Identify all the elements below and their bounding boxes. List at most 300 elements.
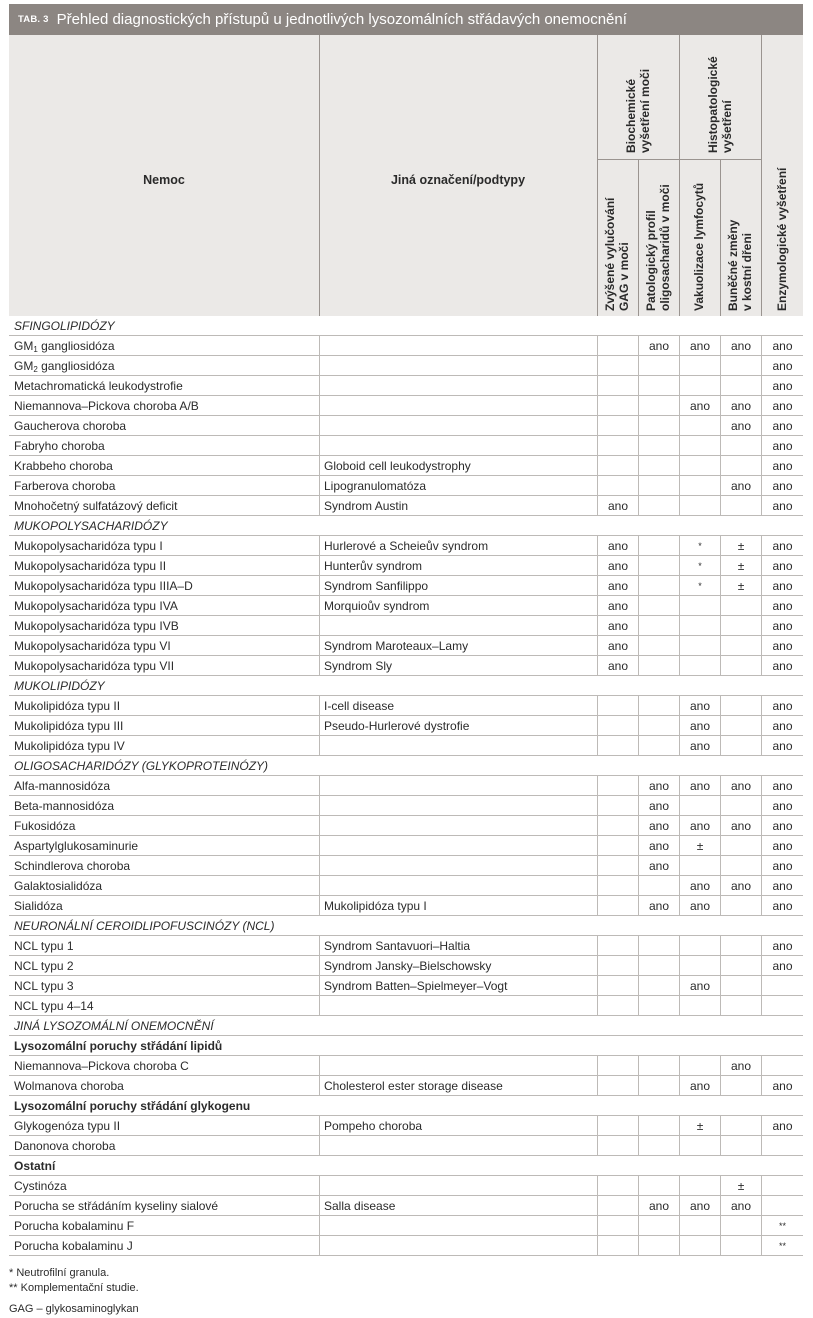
bunecne-cell: ±: [720, 536, 761, 556]
gag-cell: [597, 956, 638, 976]
enzym-cell: ano: [761, 796, 803, 816]
oligo-cell: [638, 496, 679, 516]
gag-cell: [597, 856, 638, 876]
category-row: [9, 756, 803, 776]
header-divider: [679, 35, 680, 316]
vakuolizace-cell: ano: [679, 396, 720, 416]
table-row: [9, 696, 803, 716]
vakuolizace-cell: [679, 356, 720, 376]
gag-cell: [597, 776, 638, 796]
bunecne-cell: [720, 896, 761, 916]
disease-name: $GM_1$ gangliosidóza: [14, 339, 115, 354]
enzym-cell: ano: [761, 576, 803, 596]
vakuolizace-cell: [679, 1176, 720, 1196]
vakuolizace-cell: [679, 376, 720, 396]
bunecne-cell: [720, 716, 761, 736]
disease-name: Mukolipidóza typu IV: [14, 739, 125, 753]
oligo-cell: [638, 476, 679, 496]
oligo-cell: [638, 1136, 679, 1156]
vakuolizace-cell: ano: [679, 776, 720, 796]
oligo-cell: [638, 996, 679, 1016]
header-group-biochemicke: Biochemické vyšetření moči: [624, 68, 652, 153]
alternative-name: [319, 396, 597, 416]
gag-cell: [597, 1056, 638, 1076]
oligo-cell: [638, 536, 679, 556]
oligo-cell: [638, 1116, 679, 1136]
table-row: [9, 456, 803, 476]
alternative-name: Lipogranulomatóza: [319, 476, 597, 496]
bunecne-cell: [720, 1116, 761, 1136]
header-divider: [319, 35, 320, 316]
oligo-cell: [638, 416, 679, 436]
disease-name: Mukolipidóza typu III: [14, 719, 124, 733]
disease-name: Aspartylglukosaminurie: [14, 839, 139, 853]
gag-cell: [597, 336, 638, 356]
vakuolizace-cell: [679, 1216, 720, 1236]
table-row: [9, 656, 803, 676]
bunecne-cell: [720, 1136, 761, 1156]
gag-cell: [597, 356, 638, 376]
table-row: [9, 976, 803, 996]
disease-name: Galaktosialidóza: [14, 879, 103, 893]
enzym-cell: ano: [761, 876, 803, 896]
vakuolizace-cell: ±: [679, 1116, 720, 1136]
disease-name: Fukosidóza: [14, 819, 76, 833]
footnote-neutrofilni: * Neutrofilní granula.: [9, 1267, 110, 1279]
enzym-cell: ano: [761, 356, 803, 376]
table-header: [9, 35, 803, 316]
table-row: [9, 796, 803, 816]
table-row: [9, 1056, 803, 1076]
table-body: [9, 316, 803, 1256]
oligo-cell: [638, 696, 679, 716]
table-row: [9, 476, 803, 496]
disease-name: Mukopolysacharidóza typu VI: [14, 639, 171, 653]
table-row: [9, 416, 803, 436]
vakuolizace-cell: [679, 936, 720, 956]
gag-cell: [597, 376, 638, 396]
disease-name: Mukopolysacharidóza typu VII: [14, 659, 175, 673]
alternative-name: Syndrom Jansky–Bielschowsky: [319, 956, 597, 976]
table-row: [9, 396, 803, 416]
gag-cell: ano: [597, 576, 638, 596]
enzym-cell: ano: [761, 396, 803, 416]
header-col-enzymologicke: Enzymologické vyšetření: [775, 167, 789, 311]
enzym-cell: ano: [761, 736, 803, 756]
oligo-cell: [638, 716, 679, 736]
disease-name: Porucha kobalaminu F: [14, 1219, 135, 1233]
vakuolizace-cell: ano: [679, 736, 720, 756]
alternative-name: Mukolipidóza typu I: [319, 896, 597, 916]
vakuolizace-cell: [679, 1056, 720, 1076]
table-row: [9, 896, 803, 916]
gag-cell: [597, 976, 638, 996]
enzym-cell: [761, 1056, 803, 1076]
enzym-cell: **: [761, 1236, 803, 1256]
oligo-cell: [638, 736, 679, 756]
header-group-histopatologicke: Histopatologické vyšetření: [706, 56, 734, 153]
disease-name: Mnohočetný sulfatázový deficit: [14, 499, 178, 513]
enzym-cell: ano: [761, 456, 803, 476]
alternative-name: [319, 336, 597, 356]
disease-name: Metachromatická leukodystrofie: [14, 379, 183, 393]
bunecne-cell: ano: [720, 816, 761, 836]
vakuolizace-cell: ±: [679, 836, 720, 856]
bunecne-cell: [720, 736, 761, 756]
disease-name: Porucha se střádáním kyseliny sialové: [14, 1199, 219, 1213]
header-divider: [638, 159, 639, 316]
disease-name: Mukopolysacharidóza typu II: [14, 559, 167, 573]
gag-cell: [597, 996, 638, 1016]
disease-name: NCL typu 2: [14, 959, 74, 973]
enzym-cell: ano: [761, 476, 803, 496]
category-label: Ostatní: [14, 1159, 56, 1173]
bunecne-cell: ±: [720, 1176, 761, 1196]
alternative-name: [319, 376, 597, 396]
oligo-cell: [638, 556, 679, 576]
table-row: [9, 436, 803, 456]
gag-cell: ano: [597, 616, 638, 636]
gag-cell: [597, 936, 638, 956]
category-row: [9, 1016, 803, 1036]
bunecne-cell: [720, 1216, 761, 1236]
alternative-name: [319, 836, 597, 856]
disease-name: Gaucherova choroba: [14, 419, 127, 433]
category-row: [9, 516, 803, 536]
enzym-cell: [761, 1136, 803, 1156]
alternative-name: [319, 436, 597, 456]
category-label: OLIGOSACHARIDÓZY (GLYKOPROTEINÓZY): [14, 759, 269, 773]
enzym-cell: **: [761, 1216, 803, 1236]
table-row: [9, 876, 803, 896]
table-row: [9, 636, 803, 656]
header-col-oligosacharidy: Patologický profil oligosacharidů v moči: [644, 184, 672, 311]
disease-name: Mukopolysacharidóza typu IVB: [14, 619, 179, 633]
bunecne-cell: [720, 976, 761, 996]
oligo-cell: [638, 936, 679, 956]
oligo-cell: ano: [638, 836, 679, 856]
oligo-cell: [638, 1056, 679, 1076]
gag-cell: [597, 436, 638, 456]
disease-name: Mukolipidóza typu II: [14, 699, 121, 713]
table-row: [9, 956, 803, 976]
disease-name: Schindlerova choroba: [14, 859, 131, 873]
bunecne-cell: [720, 356, 761, 376]
table-row: [9, 596, 803, 616]
alternative-name: Syndrom Maroteaux–Lamy: [319, 636, 597, 656]
vakuolizace-cell: [679, 436, 720, 456]
gag-cell: [597, 816, 638, 836]
bunecne-cell: ano: [720, 416, 761, 436]
vakuolizace-cell: ano: [679, 876, 720, 896]
gag-cell: [597, 396, 638, 416]
oligo-cell: ano: [638, 896, 679, 916]
alternative-name: Morquioův syndrom: [319, 596, 597, 616]
table-row: [9, 1176, 803, 1196]
disease-name: NCL typu 3: [14, 979, 74, 993]
category-row: [9, 316, 803, 336]
table-row: [9, 496, 803, 516]
bunecne-cell: ano: [720, 396, 761, 416]
alternative-name: [319, 616, 597, 636]
table-row: [9, 996, 803, 1016]
oligo-cell: [638, 636, 679, 656]
oligo-cell: [638, 356, 679, 376]
category-row: [9, 916, 803, 936]
gag-cell: [597, 416, 638, 436]
bunecne-cell: [720, 456, 761, 476]
alternative-name: Hunterův syndrom: [319, 556, 597, 576]
alternative-name: Salla disease: [319, 1196, 597, 1216]
vakuolizace-cell: ano: [679, 976, 720, 996]
disease-name: Danonova choroba: [14, 1139, 116, 1153]
bunecne-cell: [720, 656, 761, 676]
enzym-cell: ano: [761, 776, 803, 796]
alternative-name: [319, 996, 597, 1016]
vakuolizace-cell: [679, 956, 720, 976]
bunecne-cell: ano: [720, 336, 761, 356]
gag-cell: [597, 476, 638, 496]
table-row: [9, 556, 803, 576]
alternative-name: Hurlerové a Scheieův syndrom: [319, 536, 597, 556]
enzym-cell: ano: [761, 616, 803, 636]
vakuolizace-cell: ano: [679, 336, 720, 356]
vakuolizace-cell: *: [679, 576, 720, 596]
table-title: Přehled diagnostických přístupů u jednotlivých lysozomálních střádavých onemocnění: [56, 11, 627, 28]
disease-name: Farberova choroba: [14, 479, 116, 493]
gag-cell: [597, 716, 638, 736]
oligo-cell: [638, 1216, 679, 1236]
gag-cell: ano: [597, 636, 638, 656]
vakuolizace-cell: [679, 636, 720, 656]
vakuolizace-cell: ano: [679, 816, 720, 836]
table-label: TAB. 3: [18, 14, 49, 25]
bunecne-cell: ano: [720, 776, 761, 796]
enzym-cell: ano: [761, 656, 803, 676]
category-label: NEURONÁLNÍ CEROIDLIPOFUSCINÓZY (NCL): [14, 919, 275, 933]
table-row: [9, 1236, 803, 1256]
gag-cell: [597, 1076, 638, 1096]
gag-cell: ano: [597, 536, 638, 556]
vakuolizace-cell: ano: [679, 696, 720, 716]
table-row: [9, 376, 803, 396]
category-label: MUKOPOLYSACHARIDÓZY: [14, 519, 168, 533]
bunecne-cell: [720, 636, 761, 656]
disease-name: Mukopolysacharidóza typu IIIA–D: [14, 579, 193, 593]
bunecne-cell: [720, 596, 761, 616]
header-jina-oznaceni: Jiná označení/podtypy: [390, 173, 526, 187]
bunecne-cell: ±: [720, 576, 761, 596]
bunecne-cell: ano: [720, 1196, 761, 1216]
alternative-name: [319, 736, 597, 756]
alternative-name: [319, 1216, 597, 1236]
vakuolizace-cell: [679, 856, 720, 876]
enzym-cell: ano: [761, 596, 803, 616]
table-row: [9, 356, 803, 376]
enzym-cell: [761, 996, 803, 1016]
vakuolizace-cell: [679, 996, 720, 1016]
oligo-cell: [638, 1236, 679, 1256]
alternative-name: [319, 1136, 597, 1156]
table-row: [9, 856, 803, 876]
alternative-name: [319, 1236, 597, 1256]
vakuolizace-cell: ano: [679, 716, 720, 736]
category-label: Lysozomální poruchy střádání glykogenu: [14, 1099, 251, 1113]
bunecne-cell: [720, 376, 761, 396]
vakuolizace-cell: [679, 416, 720, 436]
header-divider: [761, 35, 762, 316]
disease-name: Sialidóza: [14, 899, 63, 913]
table-row: [9, 1116, 803, 1136]
gag-cell: ano: [597, 596, 638, 616]
oligo-cell: [638, 576, 679, 596]
table-row: [9, 616, 803, 636]
gag-cell: [597, 1196, 638, 1216]
enzym-cell: [761, 1176, 803, 1196]
gag-cell: [597, 1236, 638, 1256]
vakuolizace-cell: ano: [679, 1076, 720, 1096]
alternative-name: [319, 356, 597, 376]
alternative-name: I-cell disease: [319, 696, 597, 716]
bunecne-cell: [720, 436, 761, 456]
disease-name: Beta-mannosidóza: [14, 799, 115, 813]
vakuolizace-cell: [679, 476, 720, 496]
vakuolizace-cell: [679, 496, 720, 516]
alternative-name: Syndrom Batten–Spielmeyer–Vogt: [319, 976, 597, 996]
header-nemoc: Nemoc: [143, 173, 185, 187]
bunecne-cell: [720, 1236, 761, 1256]
subcategory-row: [9, 1156, 803, 1176]
gag-cell: [597, 796, 638, 816]
alternative-name: [319, 796, 597, 816]
enzym-cell: ano: [761, 836, 803, 856]
oligo-cell: ano: [638, 1196, 679, 1216]
enzym-cell: ano: [761, 816, 803, 836]
enzym-cell: ano: [761, 716, 803, 736]
disease-name: NCL typu 1: [14, 939, 74, 953]
disease-name: Fabryho choroba: [14, 439, 105, 453]
table-title-bar: [9, 4, 803, 35]
table-row: [9, 736, 803, 756]
bunecne-cell: [720, 496, 761, 516]
enzym-cell: ano: [761, 376, 803, 396]
alternative-name: [319, 1056, 597, 1076]
table-row: [9, 336, 803, 356]
bunecne-cell: [720, 796, 761, 816]
bunecne-cell: ano: [720, 476, 761, 496]
header-col-gag: Zvýšené vylučování GAG v moči: [603, 197, 631, 311]
disease-name: Cystinóza: [14, 1179, 67, 1193]
enzym-cell: ano: [761, 496, 803, 516]
alternative-name: [319, 1176, 597, 1196]
category-row: [9, 676, 803, 696]
enzym-cell: ano: [761, 636, 803, 656]
gag-cell: [597, 896, 638, 916]
enzym-cell: ano: [761, 956, 803, 976]
enzym-cell: ano: [761, 416, 803, 436]
table-row: [9, 836, 803, 856]
enzym-cell: ano: [761, 696, 803, 716]
alternative-name: Cholesterol ester storage disease: [319, 1076, 597, 1096]
oligo-cell: ano: [638, 856, 679, 876]
alternative-name: [319, 776, 597, 796]
oligo-cell: [638, 976, 679, 996]
table-row: [9, 576, 803, 596]
vakuolizace-cell: [679, 616, 720, 636]
bunecne-cell: [720, 1076, 761, 1096]
oligo-cell: [638, 596, 679, 616]
subcategory-row: [9, 1096, 803, 1116]
header-divider: [720, 159, 721, 316]
bunecne-cell: [720, 936, 761, 956]
enzym-cell: ano: [761, 336, 803, 356]
category-label: Lysozomální poruchy střádání lipidů: [14, 1039, 223, 1053]
bunecne-cell: [720, 996, 761, 1016]
disease-name: Mukopolysacharidóza typu IVA: [14, 599, 178, 613]
bunecne-cell: ano: [720, 1056, 761, 1076]
alternative-name: Syndrom Sly: [319, 656, 597, 676]
oligo-cell: [638, 376, 679, 396]
oligo-cell: [638, 456, 679, 476]
vakuolizace-cell: [679, 796, 720, 816]
enzym-cell: ano: [761, 1116, 803, 1136]
vakuolizace-cell: *: [679, 536, 720, 556]
gag-cell: ano: [597, 556, 638, 576]
table-row: [9, 1196, 803, 1216]
oligo-cell: [638, 1076, 679, 1096]
vakuolizace-cell: ano: [679, 1196, 720, 1216]
bunecne-cell: [720, 956, 761, 976]
table-row: [9, 716, 803, 736]
alternative-name: Syndrom Santavuori–Haltia: [319, 936, 597, 956]
table-row: [9, 536, 803, 556]
gag-cell: [597, 1116, 638, 1136]
header-col-vakuolizace: Vakuolizace lymfocytů: [692, 182, 706, 311]
enzym-cell: [761, 1196, 803, 1216]
category-label: SFINGOLIPIDÓZY: [14, 319, 115, 333]
table-row: [9, 776, 803, 796]
category-label: MUKOLIPIDÓZY: [14, 679, 105, 693]
bunecne-cell: ano: [720, 876, 761, 896]
table-row: [9, 936, 803, 956]
gag-cell: [597, 836, 638, 856]
vakuolizace-cell: [679, 1136, 720, 1156]
bunecne-cell: [720, 616, 761, 636]
subcategory-row: [9, 1036, 803, 1056]
alternative-name: Pseudo-Hurlerové dystrofie: [319, 716, 597, 736]
oligo-cell: ano: [638, 776, 679, 796]
bunecne-cell: [720, 696, 761, 716]
oligo-cell: [638, 1176, 679, 1196]
oligo-cell: [638, 396, 679, 416]
gag-cell: [597, 736, 638, 756]
category-label: JINÁ LYSOZOMÁLNÍ ONEMOCNĚNÍ: [14, 1019, 214, 1033]
disease-name: Mukopolysacharidóza typu I: [14, 539, 163, 553]
gag-cell: [597, 456, 638, 476]
disease-name: Niemannova–Pickova choroba C: [14, 1059, 189, 1073]
table-row: [9, 1136, 803, 1156]
enzym-cell: ano: [761, 436, 803, 456]
footnote-gag: GAG – glykosaminoglykan: [9, 1303, 139, 1315]
alternative-name: Syndrom Austin: [319, 496, 597, 516]
enzym-cell: ano: [761, 1076, 803, 1096]
enzym-cell: ano: [761, 896, 803, 916]
disease-name: Wolmanova choroba: [14, 1079, 124, 1093]
alternative-name: [319, 416, 597, 436]
alternative-name: [319, 856, 597, 876]
alternative-name: Globoid cell leukodystrophy: [319, 456, 597, 476]
oligo-cell: [638, 436, 679, 456]
